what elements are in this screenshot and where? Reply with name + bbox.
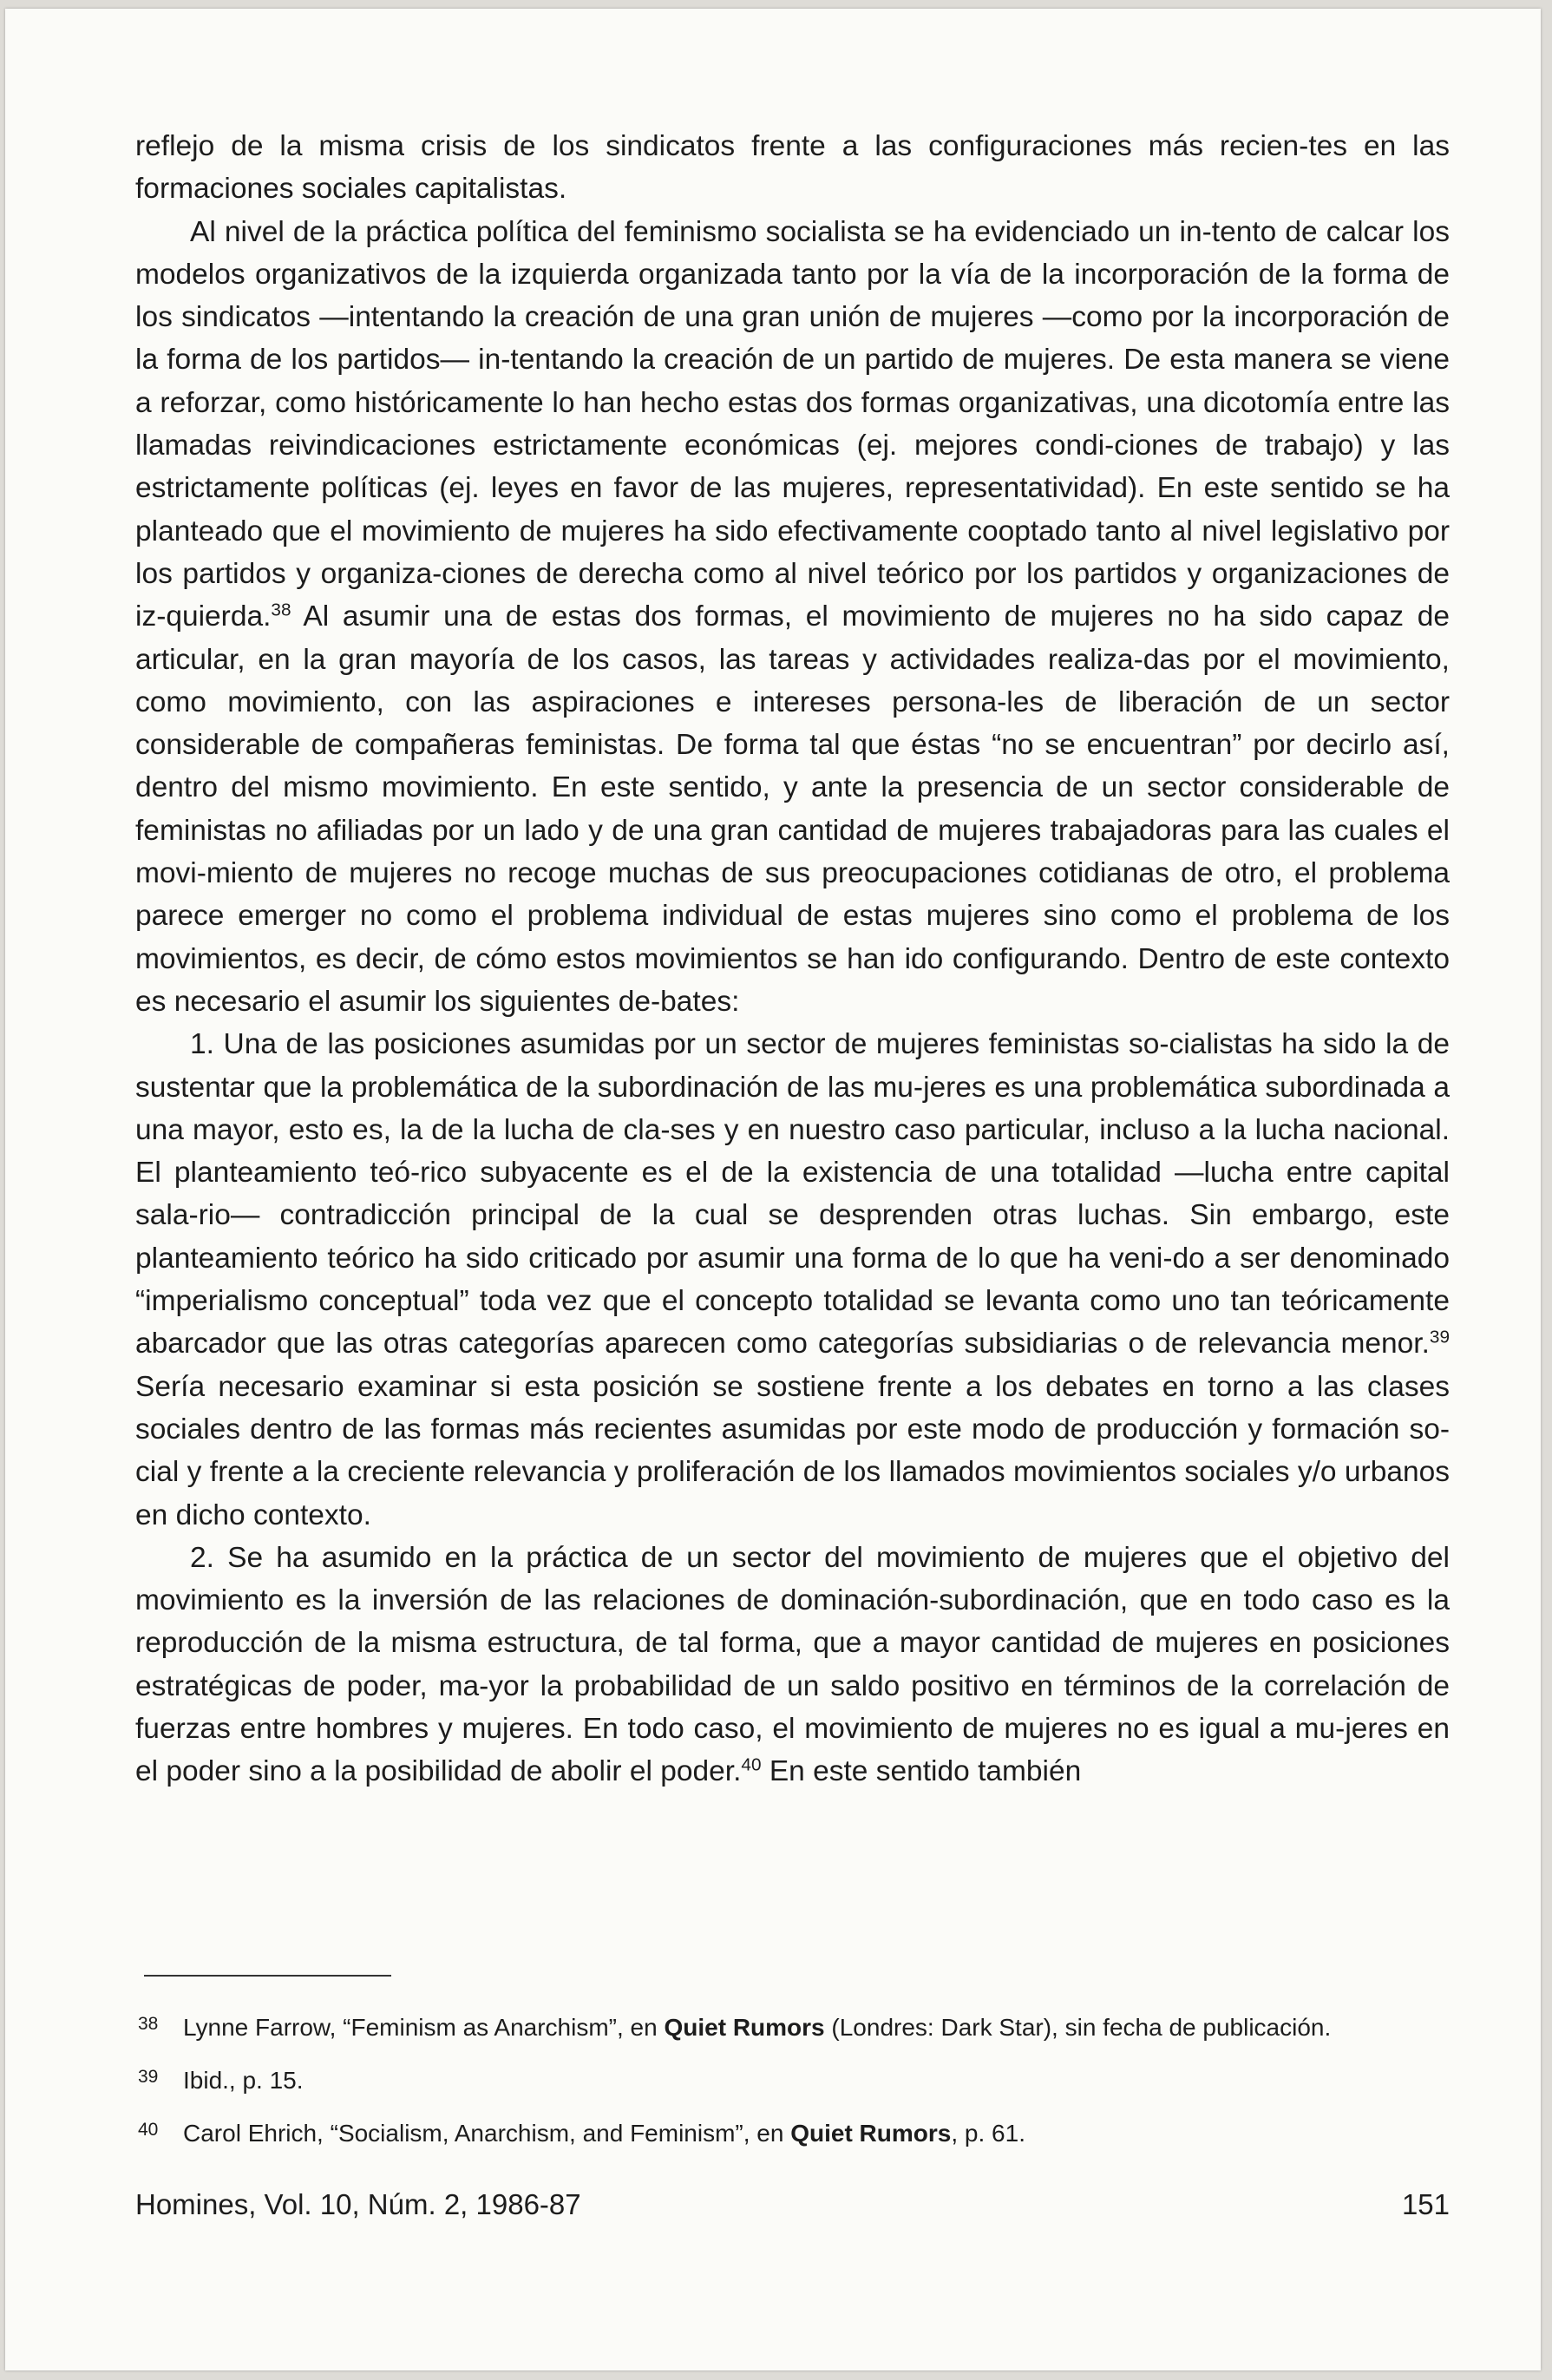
paragraph-2-text-b: Al asumir una de estas dos formas, el movimiento de mujeres no ha sido capaz de articular, en la gran mayoría de los casos, las tareas y actividades realiza-das por el movimiento, como movimiento, con las aspiraciones e intereses persona-les de liberación de un sector considerable de compañeras feministas. De forma tal que éstas “no se encuentran” por decirlo así, dentro del mismo movimiento. En este sentido, y ante la presencia de un sector considerable de feministas no afiliadas por un lado y de una gran cantidad de mujeres trabajadoras para las cuales el movi-miento de mujeres no recoge muchas de sus preocupaciones cotidianas de otro, el problema parece emerger no como el problema individual de estas mujeres sino como el problema de los movimientos, es decir, de cómo estos movimientos se han ido configurando. Dentro de este contexto es necesario el asumir los siguientes de-bates: <box>135 600 1450 1018</box>
page-footer <box>135 2188 1450 2221</box>
footnote-number: 40 <box>138 2120 159 2140</box>
footnote-38 <box>135 2010 1450 2045</box>
footnotes <box>135 2010 1450 2169</box>
footnote-separator <box>144 1975 391 1977</box>
paragraph-2-text-a: Al nivel de la práctica política del feminismo socialista se ha evidenciado un in-tento de calcar los modelos organizativos de la izquierda organizada tanto por la vía de la incorporación de la forma de los sindicatos —intentando la creación de una gran unión de mujeres —como por la incorporación de la forma de los partidos— in-tentando la creación de un partido de mujeres. De esta manera se viene a reforzar, como históricamente lo han hecho estas dos formas organizativas, una dicotomía entre las llamadas reivindicaciones estrictamente económicas (ej. mejores condi-ciones de trabajo) y las estrictamente políticas (ej. leyes en favor de las mujeres, representatividad). En este sentido se ha planteado que el movimiento de mujeres ha sido efectivamente cooptado tanto al nivel legislativo por los partidos y organiza-ciones de derecha como al nivel teórico por los partidos y organizaciones de iz-quierda. <box>135 215 1450 633</box>
paragraph-3 <box>135 1023 1450 1537</box>
body-text <box>135 125 1450 1793</box>
paragraph-4-text-b: En este sentido también <box>761 1755 1082 1788</box>
footnote-39 <box>135 2063 1450 2098</box>
paragraph-4-text-a: 2. Se ha asumido en la práctica de un sector del movimiento de mujeres que el objetivo del movimiento es la inversión de las relaciones de dominación-subordinación, que en todo caso es la reproducción de la misma estructura, de tal forma, que a mayor cantidad de mujeres en posiciones estratégicas de poder, ma-yor la probabilidad de un saldo positivo en términos de la correlación de fuerzas entre hombres y mujeres. En todo caso, el movimiento de mujeres no es igual a mu-jeres en el poder sino a la posibilidad de abolir el poder. <box>135 1541 1450 1788</box>
paragraph-2 <box>135 211 1450 1024</box>
footnote-text: Ibid., p. 15. <box>183 2067 304 2094</box>
page-number: 151 <box>1401 2188 1450 2220</box>
footnote-ref-39: 39 <box>1429 1327 1450 1347</box>
footnote-ref-40: 40 <box>741 1754 762 1775</box>
paragraph-3-text-a: 1. Una de las posiciones asumidas por un sector de mujeres feministas so-cialistas ha sido la de sustentar que la problemática de la subordinación de las mu-jeres es una problemática subordinada a una mayor, esto es, la de la lucha de cla-ses y en nuestro caso particular, incluso a la lucha nacional. El planteamiento teó-rico subyacente es el de la existencia de una totalidad —lucha entre capital sala-rio— contradicción principal de la cual se desprenden otras luchas. Sin embargo, este planteamiento teórico ha sido criticado por asumir una forma de lo que ha veni-do a ser denominado “imperialismo conceptual” toda vez que el concepto totalidad se levanta como uno tan teóricamente abarcador que las otras categorías aparecen como categorías subsidiarias o de relevancia menor. <box>135 1028 1450 1360</box>
footnote-number: 39 <box>138 2067 159 2087</box>
paragraph-3-text-b: Sería necesario examinar si esta posición se sostiene frente a los debates en torno a las clases sociales dentro de las formas más recientes asumidas por este modo de producción y formación so-cial y frente a la creciente relevancia y proliferación de los llamados movimientos sociales y/o urbanos en dicho contexto. <box>135 1370 1450 1531</box>
footnote-ref-38: 38 <box>271 600 291 620</box>
page <box>5 9 1541 2370</box>
footnote-number: 38 <box>138 2014 159 2034</box>
paragraph-1-text: reflejo de la misma crisis de los sindicatos frente a las configuraciones más recien-tes en las formaciones sociales capitalistas. <box>135 130 1450 206</box>
paragraph-1 <box>135 125 1450 211</box>
footnote-text: Lynne Farrow, “Feminism as Anarchism”, en <box>183 2014 665 2041</box>
paragraph-4 <box>135 1537 1450 1793</box>
footnote-title: Quiet Rumors <box>664 2014 825 2041</box>
footnote-text: Carol Ehrich, “Socialism, Anarchism, and Feminism”, en <box>183 2120 791 2147</box>
footnote-title: Quiet Rumors <box>790 2120 952 2147</box>
footnote-40 <box>135 2116 1450 2151</box>
journal-citation: Homines, Vol. 10, Núm. 2, 1986-87 <box>135 2188 581 2220</box>
footnote-text-end: , p. 61. <box>951 2120 1025 2147</box>
footnote-text-end: (Londres: Dark Star), sin fecha de publicación. <box>824 2014 1332 2041</box>
